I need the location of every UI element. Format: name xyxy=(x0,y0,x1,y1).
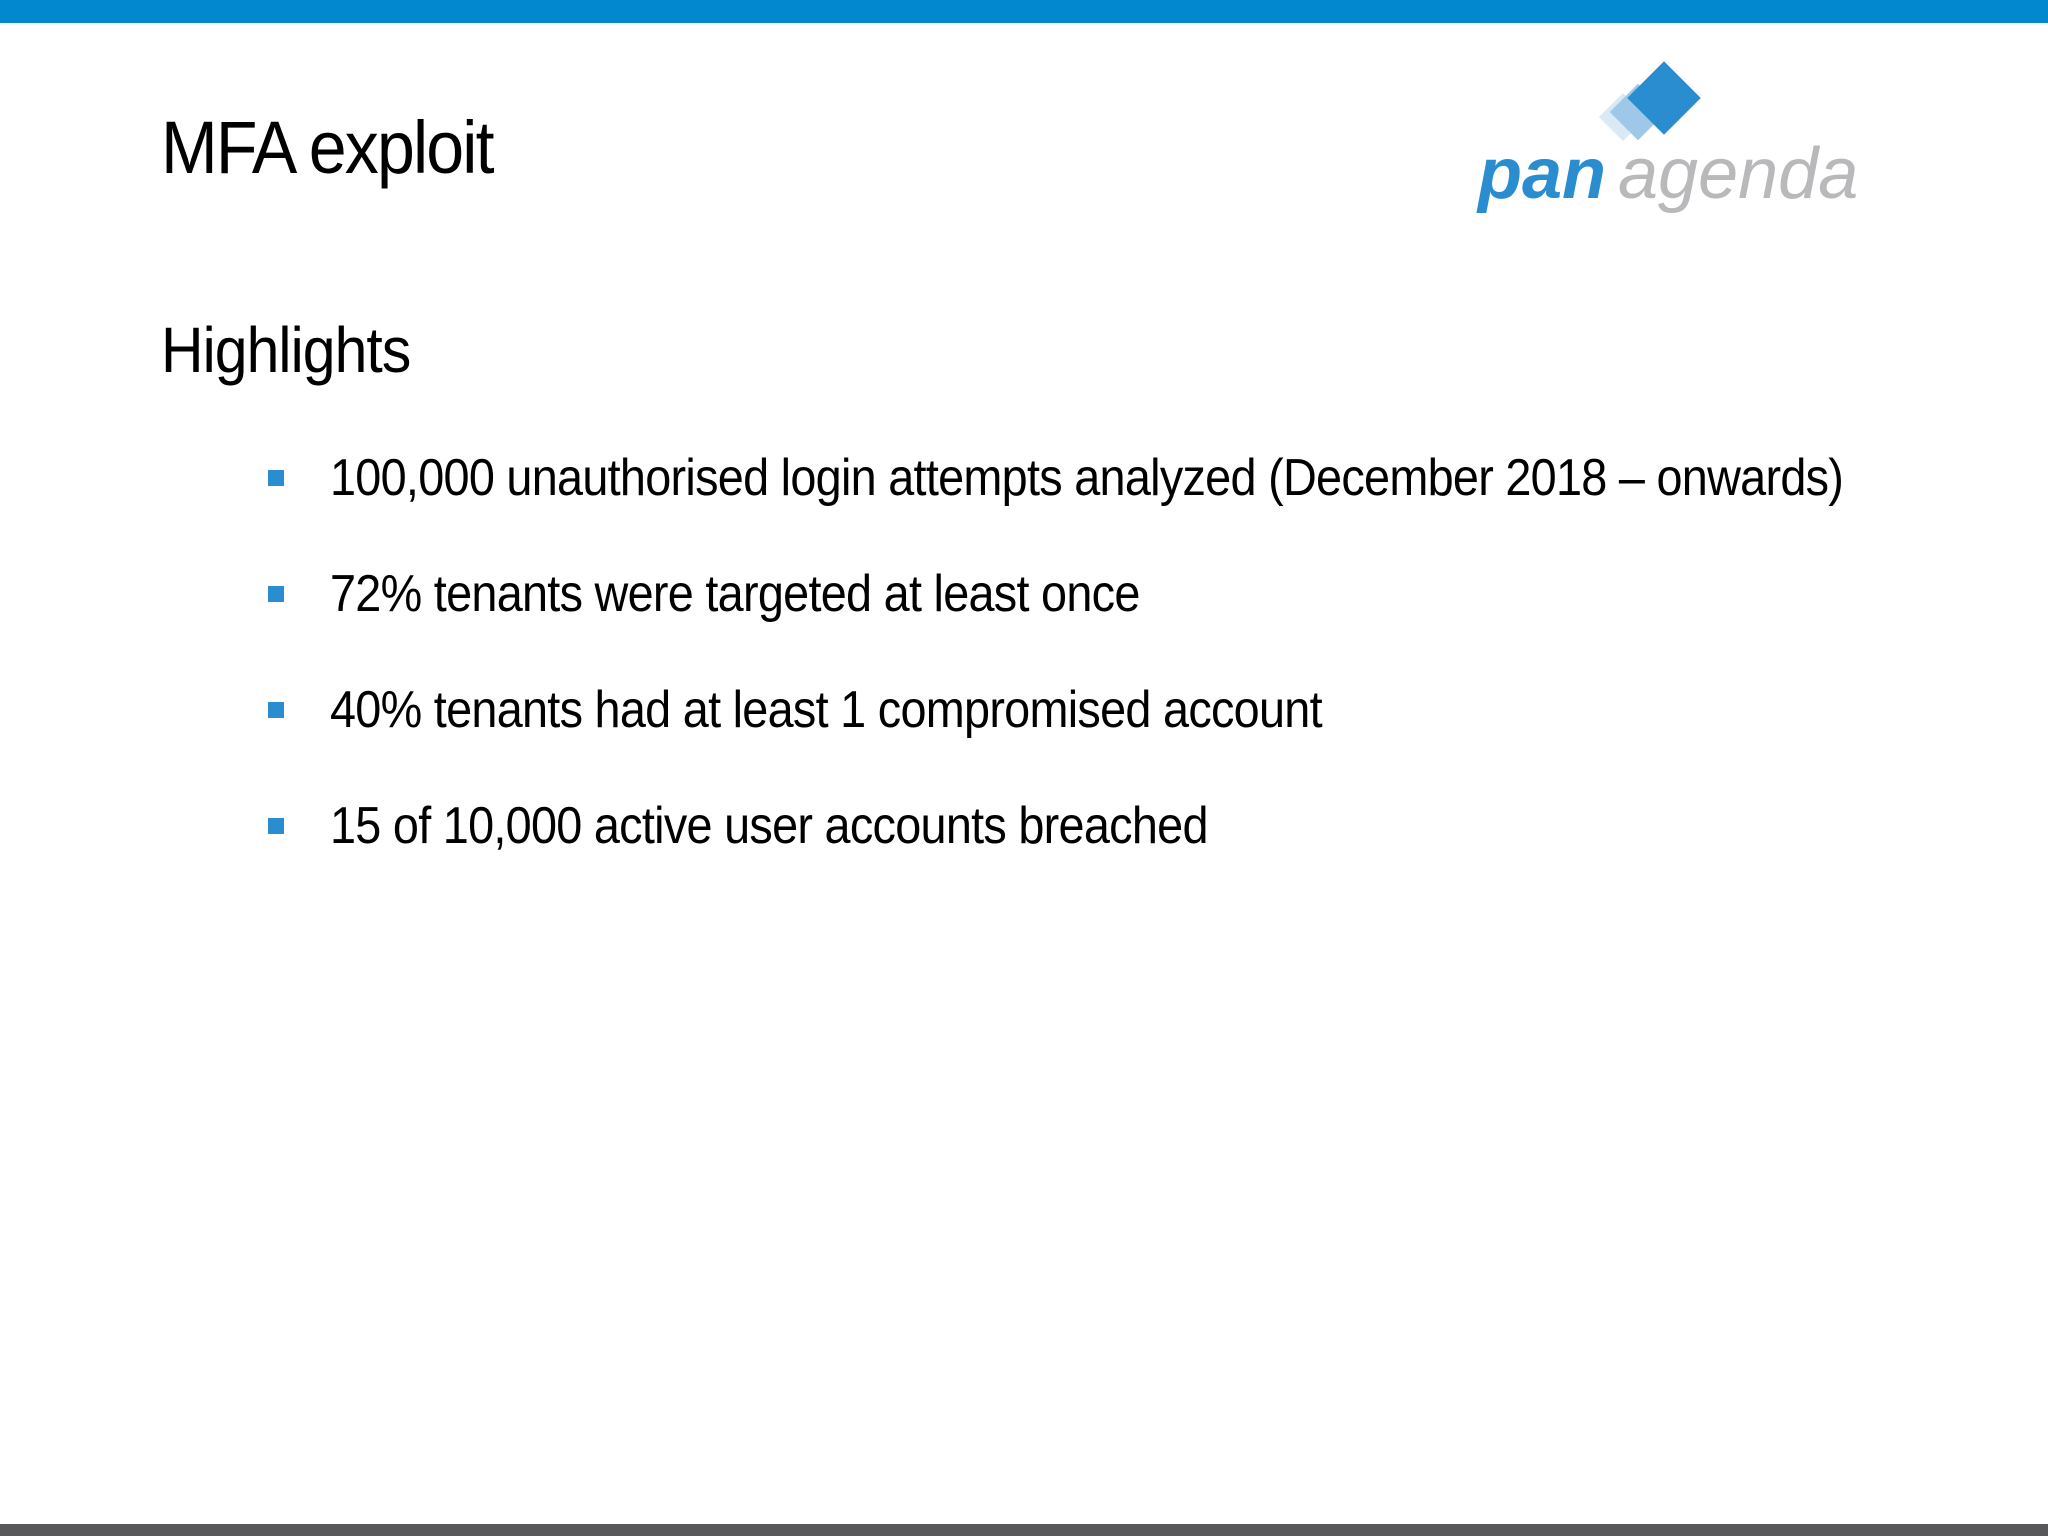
list-item-text: 15 of 10,000 active user accounts breached xyxy=(330,797,1208,855)
logo-text-agenda: agenda xyxy=(1618,134,1859,214)
list-item-text: 40% tenants had at least 1 compromised account xyxy=(330,681,1322,739)
bottom-accent-bar xyxy=(0,1524,2048,1536)
stacked-diamonds-icon xyxy=(1599,61,1701,141)
list-item xyxy=(268,652,2011,768)
list-item xyxy=(268,420,2011,536)
panagenda-logo xyxy=(1470,60,1910,230)
list-item xyxy=(268,768,2011,884)
logo-text-pan: pan xyxy=(1478,134,1607,214)
section-heading: Highlights xyxy=(161,314,411,386)
square-bullet-icon xyxy=(268,818,284,834)
square-bullet-icon xyxy=(268,702,284,718)
list-item-text: 100,000 unauthorised login attempts analyzed (December 2018 – onwards) xyxy=(330,449,1844,507)
top-accent-bar xyxy=(0,0,2048,23)
highlights-list xyxy=(268,420,2011,884)
square-bullet-icon xyxy=(268,586,284,602)
slide-title: MFA exploit xyxy=(161,106,493,189)
list-item-text: 72% tenants were targeted at least once xyxy=(330,565,1140,623)
square-bullet-icon xyxy=(268,470,284,486)
list-item xyxy=(268,536,2011,652)
